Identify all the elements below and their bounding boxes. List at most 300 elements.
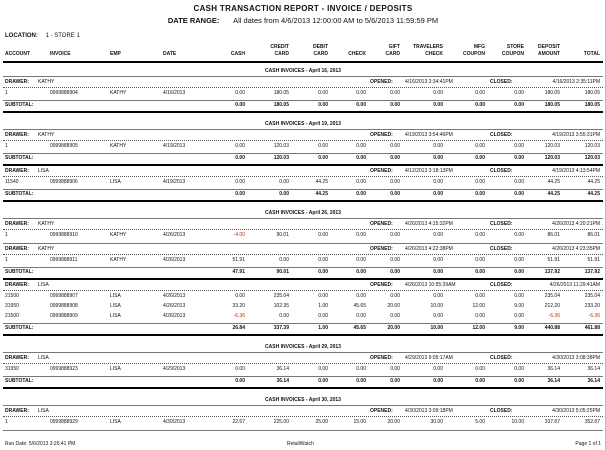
row-store: 0.00 <box>514 143 524 149</box>
row-mfg: 0.00 <box>475 313 485 319</box>
closed-value: 4/26/2013 4:23:35PM <box>552 246 600 252</box>
closed-value: 4/19/2013 4:13:54PM <box>552 168 600 174</box>
closed-value: 4/19/2013 3:55:31PM <box>552 132 600 138</box>
section-header: CASH INVOICES - April 30, 2013 <box>265 397 341 403</box>
subtotal-store: 0.00 <box>514 155 524 161</box>
column-header-gift: GIFT <box>388 44 400 50</box>
row-mfg: 12.00 <box>472 303 485 309</box>
row-debit: 44.25 <box>315 179 328 185</box>
subtotal-mfg: 0.00 <box>475 191 485 197</box>
row-cash: -6.36 <box>233 313 245 319</box>
column-header-check: CHECK <box>348 51 366 57</box>
subtotal-check: 0.00 <box>356 378 366 384</box>
row-gift: 20.00 <box>387 303 400 309</box>
subtotal-cash: 0.00 <box>235 102 245 108</box>
row-total: 120.03 <box>584 143 600 149</box>
row-store: 0.00 <box>514 366 524 372</box>
row-deposit: 337.67 <box>544 419 560 425</box>
subtotal-label: SUBTOTAL: <box>5 191 34 197</box>
report-title: CASH TRANSACTION REPORT - INVOICE / DEPOSITS <box>193 4 413 13</box>
subtotal-cash: 47.91 <box>232 269 245 275</box>
subtotal-debit: 0.00 <box>318 269 328 275</box>
row-invoice: 0999888911 <box>50 257 78 263</box>
row-total: 235.04 <box>584 293 600 299</box>
row-deposit: 120.03 <box>544 143 560 149</box>
row-date: 4/26/2013 <box>163 257 186 263</box>
row-invoice: 0999888905 <box>50 143 78 149</box>
row-date: 4/30/2013 <box>163 419 186 425</box>
drawer-divider <box>3 363 603 364</box>
row-gift: 0.00 <box>390 143 400 149</box>
column-header-store: COUPON <box>502 51 524 57</box>
date-range-value: All dates from 4/6/2013 12:00:00 AM to 5/6/2013 11:59:59 PM <box>233 16 439 25</box>
row-account: 21500 <box>5 313 19 319</box>
row-store: 0.00 <box>514 179 524 185</box>
drawer-label: DRAWER: <box>5 355 29 361</box>
drawer-divider <box>3 87 603 88</box>
row-account: 31950 <box>5 303 19 309</box>
subtotal-debit: 1.00 <box>318 325 328 331</box>
section-header: CASH INVOICES - April 16, 2013 <box>265 68 341 74</box>
row-total: -6.36 <box>588 313 600 319</box>
column-header-deposit: DEPOSIT <box>538 44 560 50</box>
row-gift: 20.00 <box>387 419 400 425</box>
opened-value: 4/30/2013 3:09:18PM <box>405 408 453 414</box>
row-date: 4/16/2013 <box>163 90 186 96</box>
row-total: 51.91 <box>587 257 600 263</box>
subtotal-travelers: 0.00 <box>433 102 443 108</box>
subtotal-mfg: 0.00 <box>475 155 485 161</box>
location <box>5 33 80 39</box>
row-check: 0.00 <box>356 257 366 263</box>
subtotal-store: 0.00 <box>514 191 524 197</box>
page-number: Page 1 of 1 <box>575 441 601 447</box>
subtotal-gift: 0.00 <box>390 155 400 161</box>
opened-label: OPENED: <box>370 79 393 85</box>
row-check: 0.00 <box>356 143 366 149</box>
subtotal-deposit: 44.25 <box>547 191 560 197</box>
opened-label: OPENED: <box>370 282 393 288</box>
column-header-cash: CASH <box>230 51 245 57</box>
row-date: 4/26/2013 <box>163 293 186 299</box>
column-header-credit: CREDIT <box>270 44 289 50</box>
location-value: 1 - STORE 1 <box>45 33 80 39</box>
opened-label: OPENED: <box>370 246 393 252</box>
row-account: 1 <box>5 143 8 149</box>
subtotal-cash: 26.84 <box>232 325 245 331</box>
column-header-gift: CARD <box>385 51 400 57</box>
subtotal-gift: 0.00 <box>390 191 400 197</box>
row-cash: 0.00 <box>235 179 245 185</box>
row-mfg: 5.00 <box>475 419 485 425</box>
row-emp: KATHY <box>110 143 127 149</box>
drawer-divider <box>3 290 603 291</box>
subtotal-store: 9.00 <box>514 325 524 331</box>
row-store: 0.00 <box>514 313 524 319</box>
row-cash: -4.00 <box>233 232 245 238</box>
row-travelers: 0.00 <box>433 313 443 319</box>
row-total: 233.20 <box>584 303 600 309</box>
closed-label: CLOSED: <box>490 408 513 414</box>
subtotal-travelers: 0.00 <box>433 378 443 384</box>
row-mfg: 0.00 <box>475 366 485 372</box>
subtotal-divider <box>3 189 603 190</box>
drawer-label: DRAWER: <box>5 168 29 174</box>
drawer-label: DRAWER: <box>5 246 29 252</box>
row-debit: 25.00 <box>315 419 328 425</box>
row-account: 31950 <box>5 366 19 372</box>
column-header-invoice: INVOICE <box>50 51 71 57</box>
row-debit: 0.00 <box>318 293 328 299</box>
subtotal-travelers: 0.00 <box>433 191 443 197</box>
column-header-mfg: MFG <box>473 44 485 50</box>
row-date: 4/29/2013 <box>163 366 186 372</box>
drawer-divider <box>3 176 603 177</box>
row-date: 4/19/2013 <box>163 143 186 149</box>
run-date: Run Date: 5/6/2013 3:26:41 PM <box>5 441 76 447</box>
row-account: 21500 <box>5 293 19 299</box>
subtotal-total: 44.25 <box>587 191 600 197</box>
section-divider <box>3 129 603 130</box>
subtotal-mfg: 0.00 <box>475 378 485 384</box>
row-emp: LISA <box>110 293 121 299</box>
date-range <box>0 16 606 25</box>
header-divider <box>3 61 603 63</box>
row-check: 0.00 <box>356 293 366 299</box>
opened-label: OPENED: <box>370 355 393 361</box>
row-account: 1 <box>5 257 8 263</box>
closed-label: CLOSED: <box>490 355 513 361</box>
row-date: 4/26/2013 <box>163 232 186 238</box>
drawer-name: LISA <box>38 408 49 414</box>
drawer-label: DRAWER: <box>5 408 29 414</box>
row-store: 0.00 <box>514 90 524 96</box>
drawer-name: LISA <box>38 168 49 174</box>
row-travelers: 0.00 <box>433 90 443 96</box>
subtotal-credit: 337.39 <box>273 325 289 331</box>
subtotal-label: SUBTOTAL: <box>5 155 34 161</box>
row-account: 1 <box>5 419 8 425</box>
closed-value: 4/30/2013 5:05:25PM <box>552 408 600 414</box>
column-header-store: STORE <box>506 44 524 50</box>
subtotal-divider <box>3 100 603 101</box>
row-gift: 0.00 <box>390 257 400 263</box>
row-deposit: 180.05 <box>544 90 560 96</box>
row-deposit: 235.04 <box>544 293 560 299</box>
subtotal-cash: 0.00 <box>235 155 245 161</box>
closed-value: 4/26/2013 4:20:21PM <box>552 221 600 227</box>
row-travelers: 0.00 <box>433 232 443 238</box>
row-gift: 0.00 <box>390 179 400 185</box>
subtotal-store: 0.00 <box>514 269 524 275</box>
row-credit: 0.00 <box>279 313 289 319</box>
subtotal-credit: 90.01 <box>276 269 289 275</box>
row-credit: 235.04 <box>273 293 289 299</box>
subtotal-check: 0.00 <box>356 155 366 161</box>
row-store: 0.00 <box>514 293 524 299</box>
row-check: 45.65 <box>353 303 366 309</box>
row-credit: 180.05 <box>273 90 289 96</box>
row-travelers: 0.00 <box>433 366 443 372</box>
row-invoice: 0999888907 <box>50 293 78 299</box>
row-cash: 51.91 <box>232 257 245 263</box>
row-deposit: 44.25 <box>547 179 560 185</box>
subtotal-gift: 0.00 <box>390 269 400 275</box>
opened-value: 4/19/2013 3:54:46PM <box>405 132 453 138</box>
row-debit: 0.00 <box>318 366 328 372</box>
opened-value: 4/29/2013 9:05:17AM <box>405 355 453 361</box>
column-header-credit: CARD <box>274 51 289 57</box>
subtotal-travelers: 10.00 <box>430 325 443 331</box>
section-divider <box>3 352 603 353</box>
opened-label: OPENED: <box>370 408 393 414</box>
row-invoice: 0999888923 <box>50 366 78 372</box>
row-travelers: 0.00 <box>433 257 443 263</box>
subtotal-gift: 20.00 <box>387 325 400 331</box>
drawer-end-divider <box>3 430 603 431</box>
row-travelers: 10.00 <box>430 303 443 309</box>
drawer-divider <box>3 416 603 417</box>
subtotal-total: 137.92 <box>584 269 600 275</box>
subtotal-credit: 120.03 <box>273 155 289 161</box>
column-header-travelers: CHECK <box>425 51 443 57</box>
row-invoice: 0999888910 <box>50 232 78 238</box>
row-debit: 0.00 <box>318 313 328 319</box>
column-header-travelers: TRAVELERS <box>413 44 443 50</box>
row-emp: KATHY <box>110 232 127 238</box>
subtotal-mfg: 0.00 <box>475 269 485 275</box>
row-debit: 0.00 <box>318 232 328 238</box>
row-gift: 0.00 <box>390 366 400 372</box>
section-divider <box>3 405 603 406</box>
row-emp: LISA <box>110 366 121 372</box>
footer-app-name: RetailWatch <box>287 441 314 447</box>
subtotal-end-divider <box>3 334 603 336</box>
opened-value: 4/26/2013 4:15:32PM <box>405 221 453 227</box>
row-mfg: 0.00 <box>475 232 485 238</box>
row-credit: 0.00 <box>279 257 289 263</box>
drawer-label: DRAWER: <box>5 282 29 288</box>
row-cash: 0.00 <box>235 366 245 372</box>
subtotal-debit: 0.00 <box>318 102 328 108</box>
row-account: 11540 <box>5 179 19 185</box>
section-divider <box>3 218 603 219</box>
subtotal-deposit: 137.92 <box>544 269 560 275</box>
subtotal-gift: 0.00 <box>390 378 400 384</box>
subtotal-debit: 0.00 <box>318 155 328 161</box>
row-invoice: 0999888909 <box>50 313 78 319</box>
column-header-debit: CARD <box>313 51 328 57</box>
column-header-date: DATE <box>163 51 177 57</box>
row-store: 0.00 <box>514 232 524 238</box>
subtotal-divider <box>3 376 603 377</box>
subtotal-debit: 44.25 <box>315 191 328 197</box>
drawer-name: KATHY <box>38 221 55 227</box>
row-mfg: 0.00 <box>475 293 485 299</box>
subtotal-credit: 0.00 <box>279 191 289 197</box>
row-mfg: 0.00 <box>475 90 485 96</box>
row-cash: 0.00 <box>235 90 245 96</box>
row-check: 0.00 <box>356 90 366 96</box>
row-check: 0.00 <box>356 179 366 185</box>
subtotal-label: SUBTOTAL: <box>5 269 34 275</box>
drawer-label: DRAWER: <box>5 132 29 138</box>
subtotal-total: 461.88 <box>584 325 600 331</box>
row-date: 4/19/2013 <box>163 179 186 185</box>
row-mfg: 0.00 <box>475 143 485 149</box>
column-header-deposit: AMOUNT <box>538 51 560 57</box>
subtotal-deposit: 440.88 <box>544 325 560 331</box>
drawer-name: KATHY <box>38 246 55 252</box>
row-gift: 0.00 <box>390 232 400 238</box>
drawer-name: KATHY <box>38 79 55 85</box>
row-account: 1 <box>5 90 8 96</box>
drawer-name: LISA <box>38 282 49 288</box>
column-header-emp: EMP <box>110 51 121 57</box>
closed-value: 4/16/2013 2:35:11PM <box>552 79 600 85</box>
opened-value: 4/16/2013 2:34:41PM <box>405 79 453 85</box>
closed-label: CLOSED: <box>490 282 513 288</box>
row-total: 86.01 <box>587 232 600 238</box>
row-gift: 0.00 <box>390 313 400 319</box>
subtotal-label: SUBTOTAL: <box>5 102 34 108</box>
row-deposit: 86.01 <box>547 232 560 238</box>
opened-value: 4/26/2013 4:22:38PM <box>405 246 453 252</box>
row-invoice: 0999888906 <box>50 179 78 185</box>
row-debit: 0.00 <box>318 257 328 263</box>
row-emp: KATHY <box>110 90 127 96</box>
subtotal-mfg: 12.00 <box>472 325 485 331</box>
row-credit: 36.14 <box>276 366 289 372</box>
column-header-account: ACCOUNT <box>5 51 30 57</box>
subtotal-travelers: 0.00 <box>433 269 443 275</box>
row-deposit: 36.14 <box>547 366 560 372</box>
drawer-label: DRAWER: <box>5 79 29 85</box>
row-cash: 33.20 <box>232 303 245 309</box>
row-emp: KATHY <box>110 257 127 263</box>
subtotal-check: 0.00 <box>356 191 366 197</box>
subtotal-check: 0.00 <box>356 269 366 275</box>
subtotal-credit: 36.14 <box>276 378 289 384</box>
section-divider <box>3 76 603 77</box>
row-debit: 0.00 <box>318 143 328 149</box>
row-emp: LISA <box>110 419 121 425</box>
row-gift: 0.00 <box>390 293 400 299</box>
subtotal-cash: 0.00 <box>235 191 245 197</box>
row-emp: LISA <box>110 303 121 309</box>
row-check: 0.00 <box>356 232 366 238</box>
subtotal-end-divider <box>3 111 603 113</box>
drawer-label: DRAWER: <box>5 221 29 227</box>
row-total: 44.25 <box>587 179 600 185</box>
row-travelers: 0.00 <box>433 179 443 185</box>
section-header: CASH INVOICES - April 19, 2013 <box>265 121 341 127</box>
opened-label: OPENED: <box>370 221 393 227</box>
row-travelers: 0.00 <box>433 143 443 149</box>
row-credit: 90.01 <box>276 232 289 238</box>
subtotal-credit: 180.05 <box>273 102 289 108</box>
row-check: 15.00 <box>353 419 366 425</box>
section-header: CASH INVOICES - April 29, 2013 <box>265 344 341 350</box>
row-deposit: 51.91 <box>547 257 560 263</box>
column-header-mfg: COUPON <box>463 51 485 57</box>
subtotal-end-divider <box>3 200 603 202</box>
row-total: 352.67 <box>584 419 600 425</box>
subtotal-end-divider <box>3 387 603 389</box>
column-header-debit: DEBIT <box>313 44 328 50</box>
subtotal-total: 120.03 <box>584 155 600 161</box>
row-credit: 225.00 <box>273 419 289 425</box>
row-deposit: 212.20 <box>544 303 560 309</box>
row-credit: 0.00 <box>279 179 289 185</box>
closed-label: CLOSED: <box>490 132 513 138</box>
row-emp: LISA <box>110 313 121 319</box>
opened-label: OPENED: <box>370 168 393 174</box>
subtotal-deposit: 180.05 <box>544 102 560 108</box>
subtotal-check: 45.65 <box>353 325 366 331</box>
row-debit: 0.00 <box>318 90 328 96</box>
row-debit: 1.00 <box>318 303 328 309</box>
subtotal-gift: 0.00 <box>390 102 400 108</box>
subtotal-divider <box>3 267 603 268</box>
row-account: 1 <box>5 232 8 238</box>
row-total: 180.05 <box>584 90 600 96</box>
drawer-divider <box>3 140 603 141</box>
row-deposit: -6.36 <box>548 313 560 319</box>
drawer-divider <box>3 254 603 255</box>
subtotal-total: 180.05 <box>584 102 600 108</box>
subtotal-divider <box>3 153 603 154</box>
subtotal-end-divider <box>3 164 603 166</box>
row-mfg: 0.00 <box>475 179 485 185</box>
date-range-label: DATE RANGE: <box>167 16 220 25</box>
closed-value: 4/30/2013 3:08:38PM <box>552 355 600 361</box>
subtotal-deposit: 120.03 <box>544 155 560 161</box>
subtotal-check: 0.00 <box>356 102 366 108</box>
row-credit: 102.35 <box>273 303 289 309</box>
closed-label: CLOSED: <box>490 246 513 252</box>
drawer-end-divider <box>3 243 603 244</box>
subtotal-divider <box>3 323 603 324</box>
row-invoice: 0999888908 <box>50 303 78 309</box>
drawer-name: LISA <box>38 355 49 361</box>
opened-value: 4/12/2013 3:18:13PM <box>405 168 453 174</box>
subtotal-cash: 0.00 <box>235 378 245 384</box>
row-store: 9.00 <box>514 303 524 309</box>
subtotal-end-divider <box>3 278 603 280</box>
opened-value: 4/26/2013 10:55:39AM <box>405 282 456 288</box>
row-travelers: 30.00 <box>430 419 443 425</box>
closed-label: CLOSED: <box>490 168 513 174</box>
subtotal-store: 0.00 <box>514 378 524 384</box>
section-header: CASH INVOICES - April 26, 2013 <box>265 210 341 216</box>
row-credit: 120.03 <box>273 143 289 149</box>
row-cash: 0.00 <box>235 293 245 299</box>
location-label: LOCATION: <box>5 33 38 39</box>
subtotal-label: SUBTOTAL: <box>5 325 34 331</box>
subtotal-mfg: 0.00 <box>475 102 485 108</box>
subtotal-travelers: 0.00 <box>433 155 443 161</box>
row-cash: 0.00 <box>235 143 245 149</box>
row-travelers: 0.00 <box>433 293 443 299</box>
closed-label: CLOSED: <box>490 79 513 85</box>
subtotal-store: 0.00 <box>514 102 524 108</box>
row-store: 10.00 <box>511 419 524 425</box>
row-gift: 0.00 <box>390 90 400 96</box>
drawer-divider <box>3 229 603 230</box>
subtotal-total: 36.14 <box>587 378 600 384</box>
closed-label: CLOSED: <box>490 221 513 227</box>
